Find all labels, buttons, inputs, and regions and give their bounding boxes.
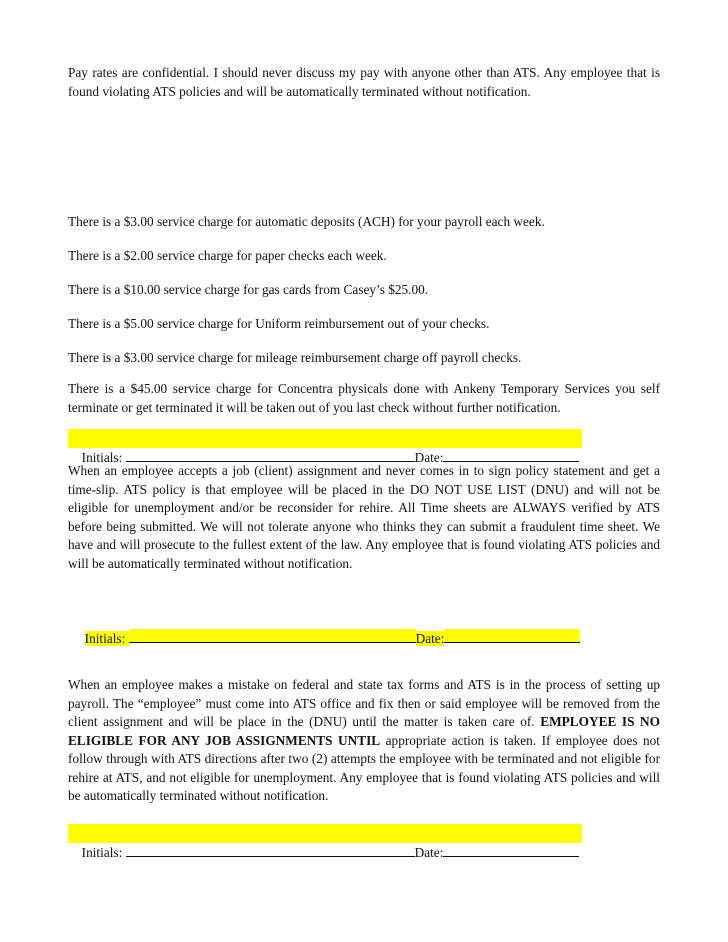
initials-blank[interactable] xyxy=(129,629,416,643)
date-blank[interactable] xyxy=(444,629,580,643)
paper-checks-charge-text: There is a $2.00 service charge for paper checks each week. xyxy=(68,248,387,263)
tax-forms-paragraph xyxy=(68,676,660,806)
initials-date-line-3[interactable] xyxy=(68,824,582,860)
initials-label: Initials: xyxy=(81,845,126,860)
date-label: Date: xyxy=(414,450,444,465)
concentra-charge-paragraph: There is a $45.00 service charge for Concentra physicals done with Ankeny Temporary Services you self terminate or get terminated it will be taken out of you last check without further notification. xyxy=(68,381,660,415)
pay-rates-paragraph: Pay rates are confidential. I should never discuss my pay with anyone other than ATS. Any employee that is found violating ATS policies and will be automatically terminated without notification. xyxy=(68,65,660,99)
gas-cards-charge-text: There is a $10.00 service charge for gas cards from Casey’s $25.00. xyxy=(68,282,429,297)
client-assignment-paragraph: When an employee accepts a job (client) assignment and never comes in to sign policy statement and get a time-slip. ATS policy is that employee will be placed in the DO NOT USE LIST (DNU) and will not be eligible for unemployment and/or be reconsider for rehire. All Time sheets are ALWAYS verified by ATS before being submitted. We will not tolerate anyone who thinks they can submit a fraudulent time sheet. We have and will prosecute to the fullest extent of the law. Any employee that is found violating ATS policies and will be automatically terminated without notification. xyxy=(68,463,660,571)
initials-blank[interactable] xyxy=(126,448,415,462)
mileage-charge-text: There is a $3.00 service charge for mileage reimbursement charge off payroll checks. xyxy=(68,350,522,365)
not-eligible-bold-text: EMPLOYEE IS NO ELIGIBLE FOR ANY JOB ASSIGNMENTS UNTIL xyxy=(68,714,660,748)
initials-label: Initials: xyxy=(81,450,126,465)
tax-forms-text-after: appropriate action is taken. If employee does not follow through with ATS directions after two (2) attempts the employee with be terminated and not eligible for rehire at ATS, and not eligible for unemployment. Any employee that is found violating ATS policies and will be automatically terminated without notification. xyxy=(68,732,660,803)
date-label: Date: xyxy=(415,631,445,646)
uniform-charge-text: There is a $5.00 service charge for Uniform reimbursement out of your checks. xyxy=(68,316,490,331)
initials-label: Initials: xyxy=(84,631,129,646)
initials-date-line-1[interactable] xyxy=(68,429,582,465)
initials-date-line-2[interactable] xyxy=(70,610,580,646)
date-label: Date: xyxy=(414,845,444,860)
tax-forms-text-before: When an employee makes a mistake on federal and state tax forms and ATS is in the process of setting up payroll. The “employee” must come into ATS office and fix then or said employee will be removed from the client assignment and will be place in the (DNU) until the matter is taken care of. xyxy=(68,677,660,729)
ach-charge-text: There is a $3.00 service charge for automatic deposits (ACH) for your payroll each week. xyxy=(68,214,545,229)
date-blank[interactable] xyxy=(443,843,579,857)
date-blank[interactable] xyxy=(443,448,579,462)
initials-blank[interactable] xyxy=(126,843,415,857)
